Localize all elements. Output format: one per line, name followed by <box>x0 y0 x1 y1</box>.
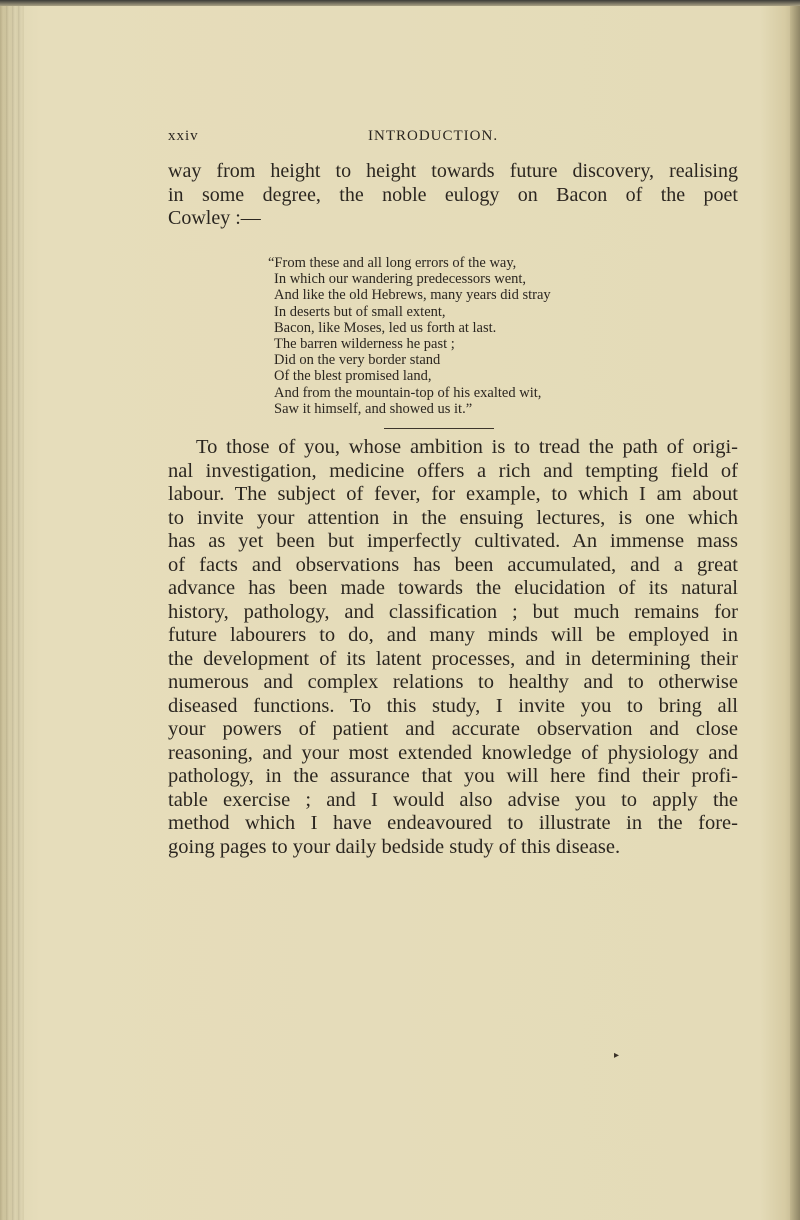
text-line: diseased functions. To this study, I invite you to bring all <box>168 694 738 717</box>
text-line: numerous and complex relations to healthy and to otherwise <box>168 671 738 693</box>
text-line: to invite your attention in the ensuing lectures, is one which <box>168 506 738 529</box>
text-line: method which I have endeavoured to illustrate in the fore- <box>168 812 738 834</box>
text-line: To those of you, whose ambition is to tread the path of origi- <box>196 436 738 458</box>
verse-line: The barren wilderness he past ; <box>274 336 455 353</box>
verse-line: Of the blest promised land, <box>274 368 432 385</box>
section-divider <box>384 428 494 429</box>
verse-line: And like the old Hebrews, many years did stray <box>274 287 551 304</box>
verse-line: In deserts but of small extent, <box>274 303 446 320</box>
opening-paragraph <box>168 160 738 231</box>
text-line: labour. The subject of fever, for example, to which I am about <box>168 483 738 505</box>
text-line: nal investigation, medicine offers a rich and tempting field of <box>168 459 738 482</box>
text-line: Cowley :— <box>168 207 261 229</box>
body-paragraph <box>168 436 738 859</box>
verse-line: In which our wandering predecessors went, <box>274 271 527 288</box>
running-head <box>168 128 708 150</box>
text-line: history, pathology, and classification ; but much remains for <box>168 600 738 623</box>
text-line: pathology, in the assurance that you will here find their profi- <box>168 765 738 787</box>
top-edge <box>0 0 800 6</box>
verse-line: “From these and all long errors of the way, <box>268 255 517 271</box>
text-line: your powers of patient and accurate observation and close <box>168 718 738 740</box>
text-line: going pages to your daily bedside study of this disease. <box>168 835 621 858</box>
verse-line: Bacon, like Moses, led us forth at last. <box>274 319 497 336</box>
running-title: INTRODUCTION. <box>368 128 499 144</box>
verse-line: Saw it himself, and showed us it.” <box>274 400 473 417</box>
text-line: in some degree, the noble eulogy on Bacon of the poet <box>168 183 738 206</box>
text-line: reasoning, and your most extended knowledge of physiology and <box>168 741 738 764</box>
text-line: of facts and observations has been accumulated, and a great <box>168 553 738 576</box>
verse-quotation <box>268 255 718 417</box>
verse-line: And from the mountain-top of his exalted wit, <box>274 384 542 401</box>
text-line: future labourers to do, and many minds will be employed in <box>168 624 738 646</box>
text-line: table exercise ; and I would also advise you to apply the <box>168 788 738 811</box>
text-line: advance has been made towards the elucidation of its natural <box>168 577 738 599</box>
page-number: xxiv <box>168 128 199 144</box>
binding-edge <box>0 0 24 1220</box>
text-line: way from height to height towards future discovery, realising <box>168 160 738 182</box>
text-line: the development of its latent processes, and in determining their <box>168 647 738 670</box>
page-edge <box>790 0 800 1220</box>
verse-line: Did on the very border stand <box>274 352 441 369</box>
ink-speck: ▸ <box>614 1050 620 1061</box>
text-line: has as yet been but imperfectly cultivated. An immense mass <box>168 530 738 552</box>
